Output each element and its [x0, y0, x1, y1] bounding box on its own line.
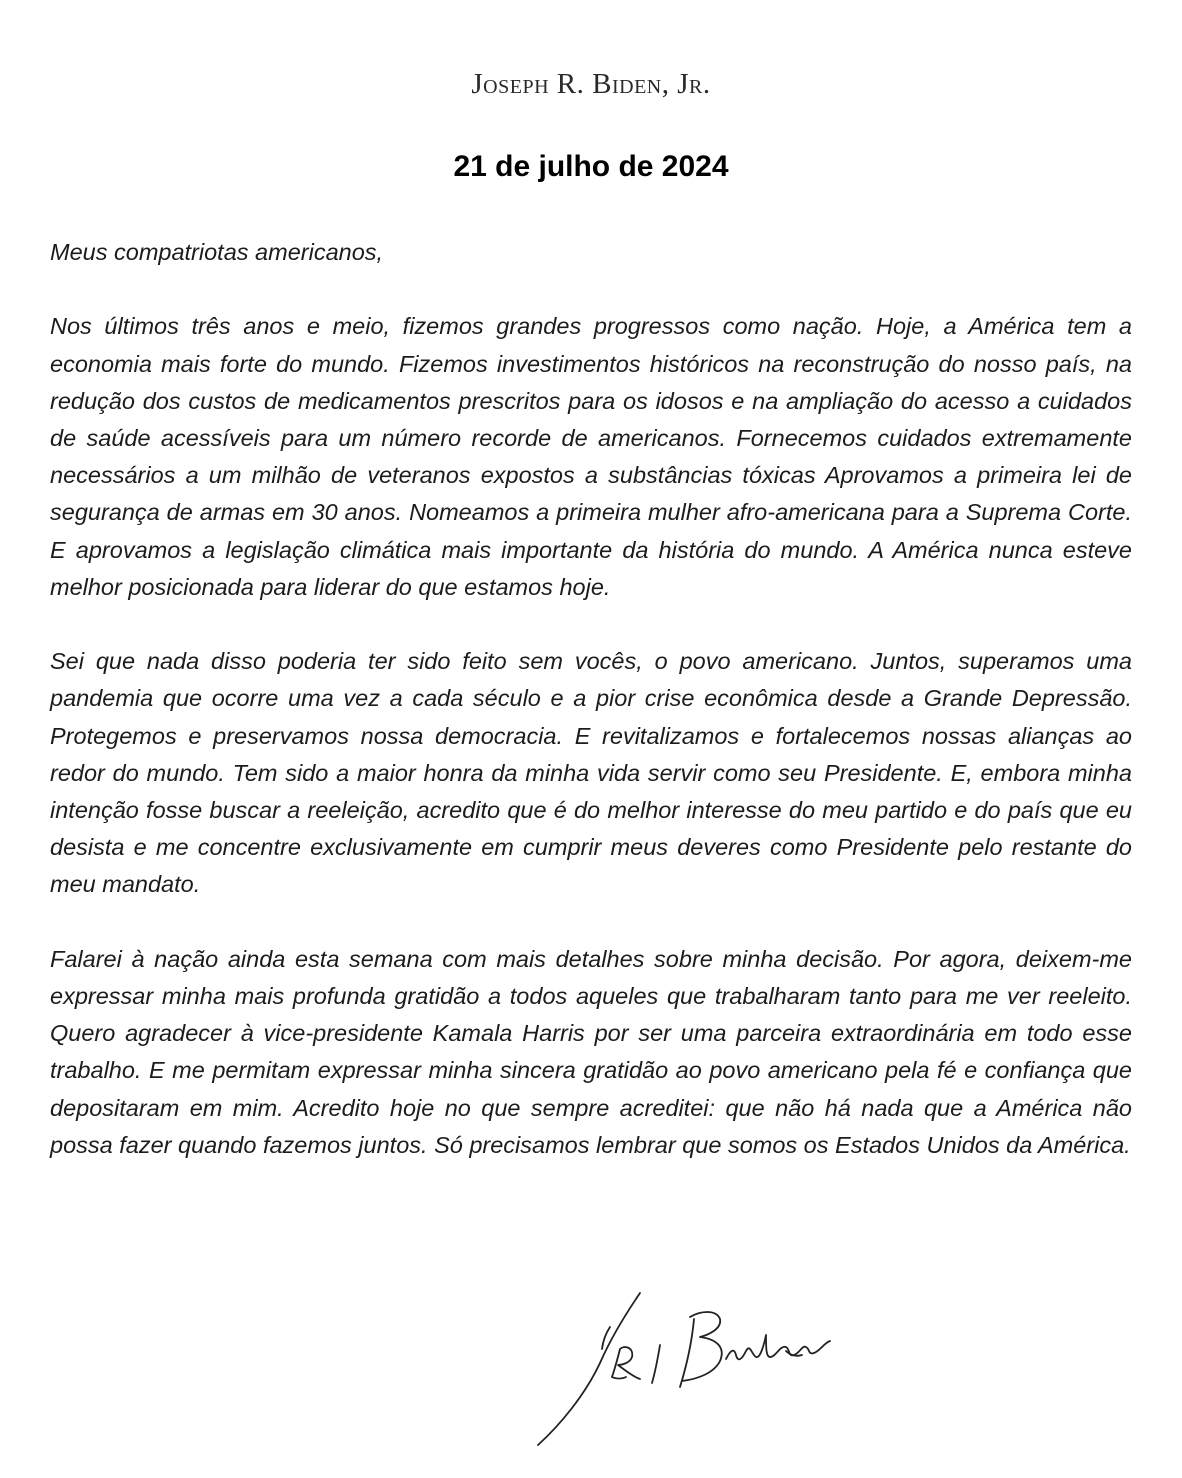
handwritten-signature-icon	[530, 1285, 840, 1450]
letter-body	[50, 234, 1132, 1201]
letter-paragraph-1: Nos últimos três anos e meio, fizemos grandes progressos como nação. Hoje, a América tem a economia mais forte do mundo. Fizemos investimentos históricos na reconstrução do nosso país, na redução dos custos de medicamentos prescritos para os idosos e na ampliação do acesso a cuidados de saúde acessíveis para um número recorde de americanos. Fornecemos cuidados extremamente necessários a um milhão de veteranos expostos a substâncias tóxicas Aprovamos a primeira lei de segurança de armas em 30 anos. Nomeamos a primeira mulher afro-americana para a Suprema Corte. E aprovamos a legislação climática mais importante da história do mundo. A América nunca esteve melhor posicionada para liderar do que estamos hoje.	[50, 313, 1132, 600]
letter-date: 21 de julho de 2024	[453, 150, 729, 183]
letterhead: Joseph R. Biden, Jr.	[471, 68, 711, 100]
letter-paragraph-3: Falarei à nação ainda esta semana com mais detalhes sobre minha decisão. Por agora, deixem-me expressar minha mais profunda gratidão a todos aqueles que trabalharam tanto para me ver reeleito. Quero agradecer à vice-presidente Kamala Harris por ser uma parceira extraordinária em todo esse trabalho. E me permitam expressar minha sincera gratidão ao povo americano pela fé e confiança que depositaram em mim. Acredito hoje no que sempre acreditei: que não há nada que a América não possa fazer quando fazemos juntos. Só precisamos lembrar que somos os Estados Unidos da América.	[50, 945, 1132, 1158]
letter-paragraph-2: Sei que nada disso poderia ter sido feito sem vocês, o povo americano. Juntos, superamos uma pandemia que ocorre uma vez a cada século e a pior crise econômica desde a Grande Depressão. Protegemos e preservamos nossa democracia. E revitalizamos e fortalecemos nossas alianças ao redor do mundo. Tem sido a maior honra da minha vida servir como seu Presidente. E, embora minha intenção fosse buscar a reeleição, acredito que é do melhor interesse do meu partido e do país que eu desista e me concentre exclusivamente em cumprir meus deveres como Presidente pelo restante do meu mandato.	[50, 648, 1132, 898]
letter-greeting: Meus compatriotas americanos,	[50, 239, 384, 265]
